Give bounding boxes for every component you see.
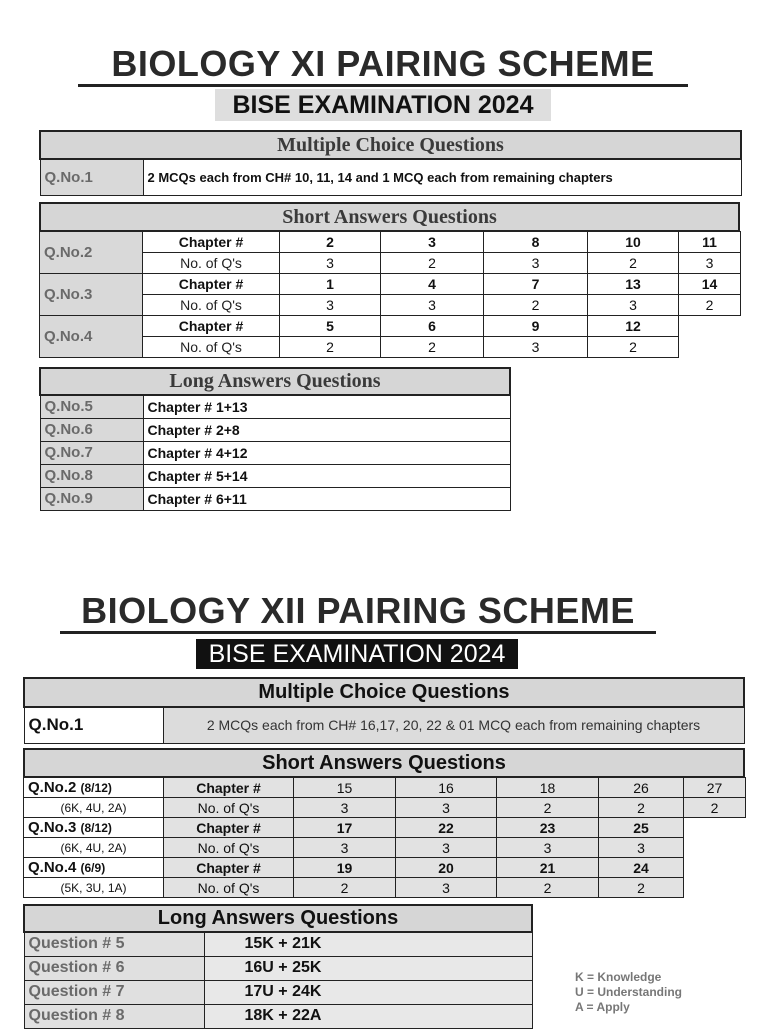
xii-chapter-cell: 17 <box>294 818 396 838</box>
xi-long-table <box>39 367 511 511</box>
xi-long-qno: Q.No.7 <box>40 441 143 464</box>
xi-chapter-cell: 1 <box>280 274 381 295</box>
xi-chapter-cell: 6 <box>381 316 484 337</box>
xi-count-cell: 3 <box>484 337 588 358</box>
xii-qno-label: Q.No.4 <box>28 859 77 876</box>
xii-count-cell: 2 <box>497 878 599 898</box>
xi-chapter-cell: 14 <box>679 274 741 295</box>
xii-chapter-label: Chapter # <box>164 818 294 838</box>
xii-short-qno <box>24 778 164 798</box>
xii-chapter-cell: 23 <box>497 818 599 838</box>
xi-chapter-label: Chapter # <box>143 316 280 337</box>
xii-short-table <box>23 777 746 898</box>
xi-short-qno: Q.No.4 <box>40 316 143 358</box>
xii-mcq-header: Multiple Choice Questions <box>24 678 744 707</box>
xi-long-chapters: Chapter # 5+14 <box>143 464 510 487</box>
xii-qno-split: (6K, 4U, 2A) <box>24 838 164 858</box>
xii-qno-label: Q.No.2 <box>28 779 77 796</box>
xi-long-qno: Q.No.6 <box>40 418 143 441</box>
xi-chapter-cell: 10 <box>588 232 679 253</box>
xii-long-chapters: 18K + 22A <box>204 1004 532 1028</box>
xi-count-cell: 2 <box>588 253 679 274</box>
legend-knowledge: K = Knowledge <box>575 970 662 984</box>
xi-chapter-label: Chapter # <box>143 232 280 253</box>
xii-chapter-cell: 24 <box>599 858 684 878</box>
xi-count-cell: 3 <box>484 253 588 274</box>
xi-chapter-cell: 11 <box>679 232 741 253</box>
xii-count-label: No. of Q's <box>164 798 294 818</box>
xi-count-label: No. of Q's <box>143 295 280 316</box>
xi-chapter-cell: 8 <box>484 232 588 253</box>
xi-count-cell: 3 <box>280 253 381 274</box>
xii-chapter-cell: 15 <box>294 778 396 798</box>
empty-cell <box>679 337 741 358</box>
legend <box>575 970 755 1015</box>
xii-chapter-label: Chapter # <box>164 858 294 878</box>
xii-count-cell: 3 <box>294 798 396 818</box>
xii-long-chapters: 16U + 25K <box>204 956 532 980</box>
xii-count-cell: 3 <box>497 838 599 858</box>
xi-long-chapters: Chapter # 2+8 <box>143 418 510 441</box>
xi-long-chapters: Chapter # 4+12 <box>143 441 510 464</box>
xii-qno-label: Q.No.3 <box>28 819 77 836</box>
xi-short-qno: Q.No.2 <box>40 232 143 274</box>
xi-chapter-cell: 13 <box>588 274 679 295</box>
xii-count-label: No. of Q's <box>164 878 294 898</box>
xi-long-header: Long Answers Questions <box>40 368 510 395</box>
xi-count-cell: 2 <box>280 337 381 358</box>
xi-short-header: Short Answers Questions <box>40 203 739 231</box>
xi-chapter-cell: 3 <box>381 232 484 253</box>
xii-qno-marks: (8/12) <box>80 821 112 835</box>
xi-long-qno: Q.No.8 <box>40 464 143 487</box>
xii-short-header-table <box>23 748 745 778</box>
xii-chapter-label: Chapter # <box>164 778 294 798</box>
xi-count-cell: 2 <box>381 253 484 274</box>
xii-qno-marks: (8/12) <box>80 781 112 795</box>
xi-mcq-qno: Q.No.1 <box>40 159 143 195</box>
xii-mcq-qno: Q.No.1 <box>24 707 163 743</box>
xi-chapter-cell: 2 <box>280 232 381 253</box>
xii-long-qno: Question # 5 <box>24 932 204 956</box>
xi-count-cell: 2 <box>588 337 679 358</box>
xii-qno-marks: (6/9) <box>80 861 106 875</box>
xii-count-cell: 3 <box>396 838 497 858</box>
xi-chapter-cell: 5 <box>280 316 381 337</box>
xi-subtitle: BISE EXAMINATION 2024 <box>215 89 551 121</box>
xii-short-header: Short Answers Questions <box>24 749 744 777</box>
xi-mcq-text: 2 MCQs each from CH# 10, 11, 14 and 1 MCQ each from remaining chapters <box>143 159 741 195</box>
xi-count-label: No. of Q's <box>143 253 280 274</box>
xii-chapter-cell: 26 <box>599 778 684 798</box>
xii-count-cell: 2 <box>599 798 684 818</box>
xi-count-cell: 2 <box>679 295 741 316</box>
xi-chapter-cell: 9 <box>484 316 588 337</box>
xii-long-table <box>23 904 533 1029</box>
xii-count-cell: 3 <box>294 838 396 858</box>
xi-long-qno: Q.No.5 <box>40 395 143 418</box>
xii-count-cell: 2 <box>684 798 746 818</box>
xii-count-cell: 3 <box>599 838 684 858</box>
xi-chapter-cell: 12 <box>588 316 679 337</box>
xi-long-chapters: Chapter # 1+13 <box>143 395 510 418</box>
xi-count-cell: 2 <box>484 295 588 316</box>
xii-mcq-table <box>23 677 745 744</box>
xi-chapter-cell: 7 <box>484 274 588 295</box>
empty-cell <box>684 858 746 878</box>
xii-long-qno: Question # 6 <box>24 956 204 980</box>
xi-count-label: No. of Q's <box>143 337 280 358</box>
xi-short-header-table <box>39 202 740 232</box>
xii-chapter-cell: 19 <box>294 858 396 878</box>
xii-long-header: Long Answers Questions <box>24 905 532 932</box>
xii-count-cell: 2 <box>497 798 599 818</box>
xii-long-chapters: 17U + 24K <box>204 980 532 1004</box>
xii-chapter-cell: 21 <box>497 858 599 878</box>
xi-short-table <box>39 231 741 358</box>
xii-count-cell: 3 <box>396 878 497 898</box>
xii-long-chapters: 15K + 21K <box>204 932 532 956</box>
xii-qno-split: (6K, 4U, 2A) <box>24 798 164 818</box>
xii-subtitle: BISE EXAMINATION 2024 <box>196 639 518 669</box>
xi-long-chapters: Chapter # 6+11 <box>143 487 510 510</box>
xii-short-qno <box>24 818 164 838</box>
xi-chapter-label: Chapter # <box>143 274 280 295</box>
xii-short-qno <box>24 858 164 878</box>
xi-long-qno: Q.No.9 <box>40 487 143 510</box>
xii-chapter-cell: 16 <box>396 778 497 798</box>
xii-chapter-cell: 22 <box>396 818 497 838</box>
xii-title: BIOLOGY XII PAIRING SCHEME <box>60 591 656 634</box>
xi-mcq-header: Multiple Choice Questions <box>40 131 741 159</box>
xi-count-cell: 3 <box>381 295 484 316</box>
xii-count-cell: 2 <box>294 878 396 898</box>
legend-apply: A = Apply <box>575 1000 630 1014</box>
empty-cell <box>684 878 746 898</box>
xii-count-cell: 3 <box>396 798 497 818</box>
xi-title: BIOLOGY XI PAIRING SCHEME <box>78 44 688 87</box>
xi-chapter-cell: 4 <box>381 274 484 295</box>
xii-chapter-cell: 18 <box>497 778 599 798</box>
xii-chapter-cell: 25 <box>599 818 684 838</box>
xii-mcq-text: 2 MCQs each from CH# 16,17, 20, 22 & 01 MCQ each from remaining chapters <box>163 707 744 743</box>
xi-count-cell: 3 <box>280 295 381 316</box>
xi-count-cell: 3 <box>588 295 679 316</box>
empty-cell <box>684 818 746 838</box>
xii-chapter-cell: 27 <box>684 778 746 798</box>
xii-long-qno: Question # 7 <box>24 980 204 1004</box>
xi-mcq-table <box>39 130 742 196</box>
xii-count-cell: 2 <box>599 878 684 898</box>
empty-cell <box>684 838 746 858</box>
xii-qno-split: (5K, 3U, 1A) <box>24 878 164 898</box>
xi-short-qno: Q.No.3 <box>40 274 143 316</box>
xi-count-cell: 3 <box>679 253 741 274</box>
xii-chapter-cell: 20 <box>396 858 497 878</box>
xi-count-cell: 2 <box>381 337 484 358</box>
empty-cell <box>679 316 741 337</box>
legend-understanding: U = Understanding <box>575 985 683 999</box>
xii-long-qno: Question # 8 <box>24 1004 204 1028</box>
xii-count-label: No. of Q's <box>164 838 294 858</box>
